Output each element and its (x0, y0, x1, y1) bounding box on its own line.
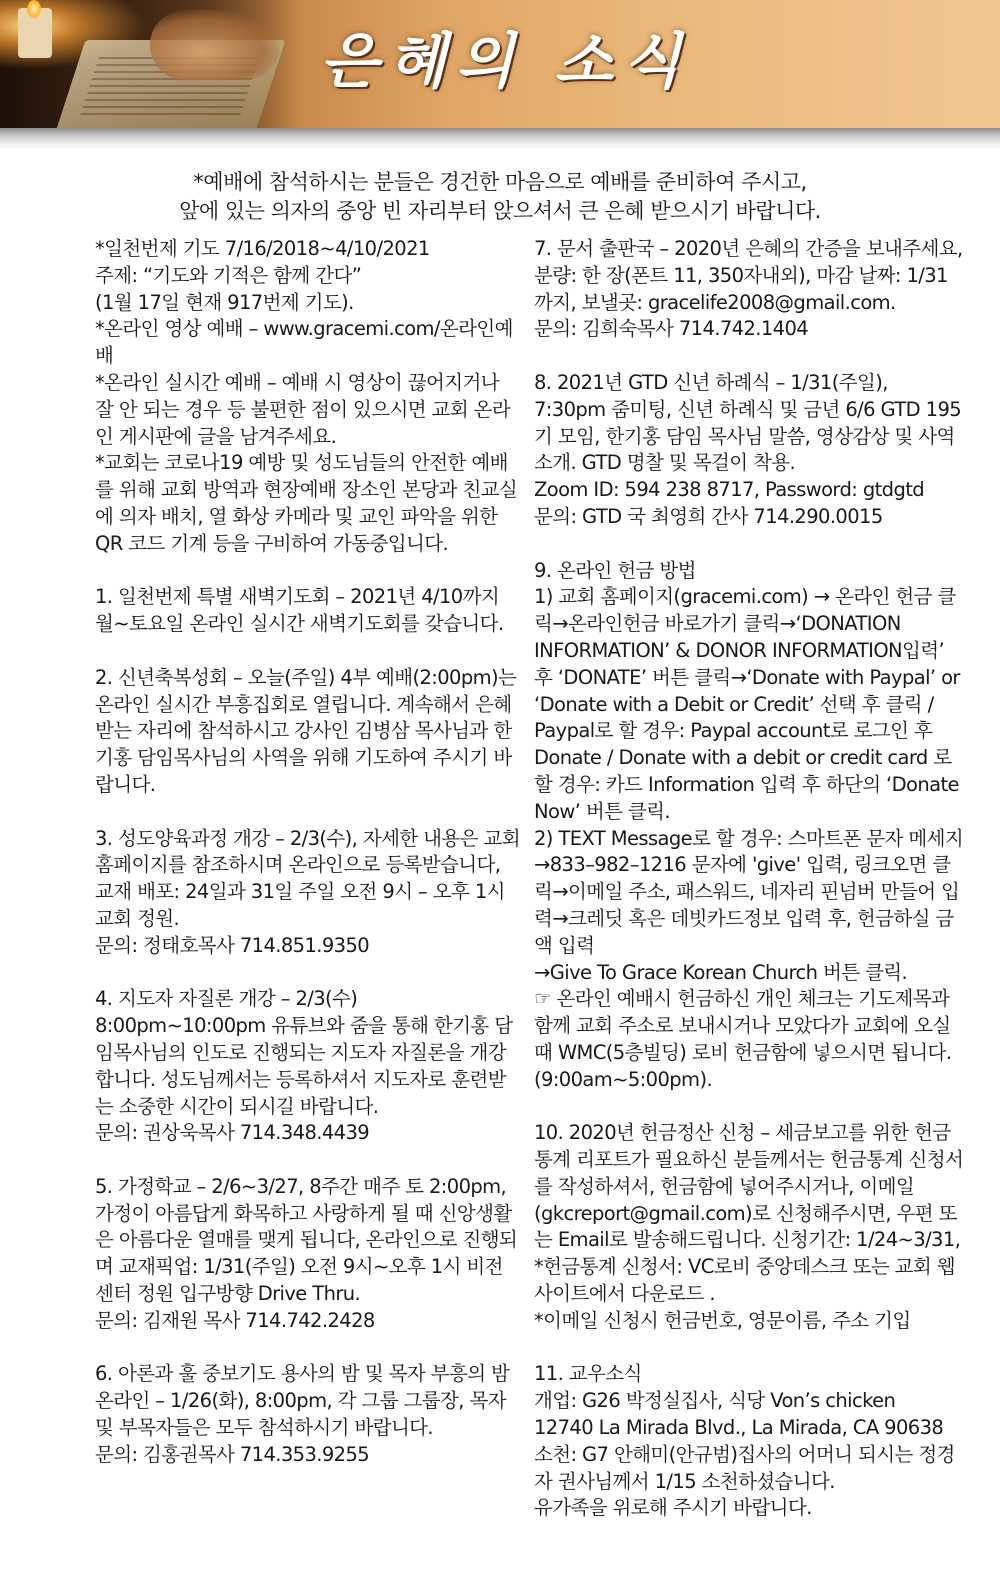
announcement-10 (534, 1120, 964, 1334)
candle-flame-icon (27, 0, 41, 18)
contact-info: 문의: 권상욱목사 714.348.4439 (95, 1121, 370, 1145)
contact-info: 문의: 김홍권목사 714.353.9255 (95, 1442, 370, 1466)
announcement-1 (95, 584, 520, 638)
notice-line: *일천번제 기도 7/16/2018~4/10/2021 (95, 237, 430, 260)
news-address: 12740 La Mirada Blvd., La Mirada, CA 90638 (534, 1416, 944, 1440)
announcement-4 (95, 986, 520, 1147)
announcement-text: 1. 일천번제 특별 새벽기도회 – 2021년 4/10까지 월~토요일 온라인 실시간 새벽기도회를 갖습니다. (95, 585, 504, 636)
general-notices (95, 236, 520, 558)
praying-hands-image (150, 10, 280, 80)
announcement-title: 11. 교우소식 (534, 1362, 642, 1386)
prayer-photo (0, 0, 300, 128)
announcement-6 (95, 1361, 520, 1468)
announcement-text: 8. 2021년 GTD 신년 하례식 – 1/31(주일), 7:30pm 줌미팅, 신년 하례식 및 금년 6/6 GTD 195기 모임, 한기홍 담임 목사님 말씀, 영상감상 및 사역소개. GTD 명찰 및 목걸이 착용. (534, 370, 962, 475)
announcement-text: 7. 문서 출판국 – 2020년 은혜의 간증을 보내주세요, 분량: 한 장(폰트 11, 350자내외), 마감 날짜: 1/31 까지, 보낼곳: gracelife2008@gmail.com. (534, 237, 963, 314)
announcement-2 (95, 665, 520, 799)
announcement-text: 5. 가정학교 – 2/6~3/27, 8주간 매주 토 2:00pm, 가정이 아름답게 화목하고 사랑하게 될 때 신앙생활은 아름다운 열매를 맺게 됩니다, 온라인으로 진행되며 교재픽업: 1/31(주일) 오전 9시~오후 1시 비전센터 정원 입구방향 Drive Thru. (95, 1174, 518, 1306)
online-offering-text-end: →Give To Grace Korean Church 버튼 클릭. (534, 960, 908, 984)
news-opening: 개업: G26 박정실집사, 식당 Von’s chicken (534, 1389, 896, 1413)
announcement-text: 10. 2020년 헌금정산 신청 – 세금보고를 위한 헌금통계 리포트가 필요하신 분들께서는 헌금통계 신청서를 작성하셔서, 헌금함에 넣어주시거나, 이메일(gkcreport@gmail.com)로 신청해주시면, 우편 또는 Email로 발송해드립니다. 신청기간: 1/24~3/31, *헌금통계 신청서: VC로비 중앙데스크 또는 교회 웹사이트에서 다운로드 . (534, 1121, 964, 1306)
intro-line: 앞에 있는 의자의 중앙 빈 자리부터 앉으셔서 큰 은혜 받으시기 바랍니다. (179, 199, 821, 223)
contact-info: 문의: 김재원 목사 714.742.2428 (95, 1308, 375, 1332)
zoom-info: Zoom ID: 594 238 8717, Password: gtdgtd (534, 478, 925, 502)
announcement-text: 6. 아론과 훌 중보기도 용사의 밤 및 목자 부흥의 밤 온라인 – 1/26(화), 8:00pm, 각 그룹 그룹장, 목자 및 부목자들은 모두 참석하시기 바랍니다. (95, 1362, 510, 1440)
announcement-11 (534, 1361, 964, 1522)
notice-line: *온라인 실시간 예배 – 예배 시 영상이 끊어지거나 잘 안 되는 경우 등 불편한 점이 있으시면 교회 온라인 게시판에 글을 남겨주세요. (95, 370, 511, 448)
notice-line: (1월 17일 현재 917번제 기도). (95, 290, 354, 314)
header-banner (0, 0, 1000, 128)
notice-line: *교회는 코로나19 예방 및 성도님들의 안전한 예배를 위해 교회 방역과 현장예배 장소인 본당과 친교실에 의자 배치, 열 화상 카메라 및 교인 파악을 위한 QR 코드 기계 등을 구비하여 가동중입니다. (95, 451, 518, 555)
intro-notice (0, 168, 1000, 226)
announcement-note: *이메일 신청시 헌금번호, 영문이름, 주소 기입 (534, 1308, 911, 1332)
news-prayer: 유가족을 위로해 주시기 바랍니다. (534, 1496, 812, 1520)
intro-line: *예배에 참석하시는 분들은 경건한 마음으로 예배를 준비하여 주시고, (193, 170, 807, 194)
announcement-text: 2. 신년축복성회 – 오늘(주일) 4부 예배(2:00pm)는 온라인 실시간 부흥집회로 열립니다. 계속해서 은혜 받는 자리에 참석하시고 강사인 김병삼 목사님과 한기홍 담임목사님의 사역을 위해 기도하여 주시기 바랍니다. (95, 665, 517, 796)
contact-info: 문의: 김희숙목사 714.742.1404 (534, 317, 809, 341)
notice-line: *온라인 영상 예배 – www.gracemi.com/온라인예배 (95, 317, 513, 368)
contact-info: 문의: 정태호목사 714.851.9350 (95, 933, 370, 957)
announcement-8 (534, 370, 964, 531)
right-column (534, 236, 964, 1549)
header-divider (0, 128, 1000, 150)
offering-check-note: ☞ 온라인 예배시 헌금하신 개인 체크는 기도제목과 함께 교회 주소로 보내시거나 모았다가 교회에 오실 때 WMC(5층빌딩) 로비 헌금함에 넣으시면 됩니다. (9:00am~5:00pm). (534, 987, 952, 1091)
announcement-text: 3. 성도양육과정 개강 – 2/3(수), 자세한 내용은 교회 홈페이지를 참조하시며 온라인으로 등록받습니다, 교재 배포: 24일과 31일 주일 오전 9시 – 오후 1시 교회 정원. (95, 826, 520, 930)
notice-line: 주제: “기도와 기적은 함께 간다” (95, 263, 362, 287)
announcement-title: 9. 온라인 헌금 방법 (534, 558, 696, 582)
left-column (95, 236, 520, 1495)
online-offering-web: 1) 교회 홈페이지(gracemi.com) → 온라인 헌금 클릭→온라인헌금 바로가기 클릭→‘DONATION INFORMATION’ & DONOR INFORMATION입력’ 후 ‘DONATE’ 버튼 클릭→‘Donate with Paypal’ or ‘Donate with a Debit or Credit’ 선택 후 클릭 / Paypal로 할 경우: Paypal account로 로그인 후 Donate / Donate with a debit or credit card 로 할 경우: 카드 Information 입력 후 하단의 ‘Donate Now’ 버튼 클릭. (534, 585, 960, 823)
news-passing: 소천: G7 안해미(안규범)집사의 어머니 되시는 정경자 권사님께서 1/15 소천하셨습니다. (534, 1442, 955, 1493)
announcement-7 (534, 236, 964, 343)
contact-info: 문의: GTD 국 최영희 간사 714.290.0015 (534, 504, 883, 528)
announcement-5 (95, 1174, 520, 1335)
announcement-9 (534, 558, 964, 1094)
announcement-text: 4. 지도자 자질론 개강 – 2/3(수) 8:00pm~10:00pm 유튜브와 줌을 통해 한기홍 담임목사님의 인도로 진행되는 지도자 자질론을 개강합니다. 성도님께서는 등록하셔서 지도자로 훈련받는 소중한 시간이 되시길 바랍니다. (95, 987, 513, 1118)
announcement-3 (95, 826, 520, 960)
page-title: 은혜의 소식 (320, 27, 691, 97)
online-offering-text: 2) TEXT Message로 할 경우: 스마트폰 문자 메세지→833–982–1216 문자에 'give' 입력, 링크오면 클릭→이메일 주소, 패스워드, 네자리 핀넘버 만들어 입력→크레딧 혹은 데빗카드정보 입력 후, 헌금하실 금액 입력 (534, 826, 964, 957)
